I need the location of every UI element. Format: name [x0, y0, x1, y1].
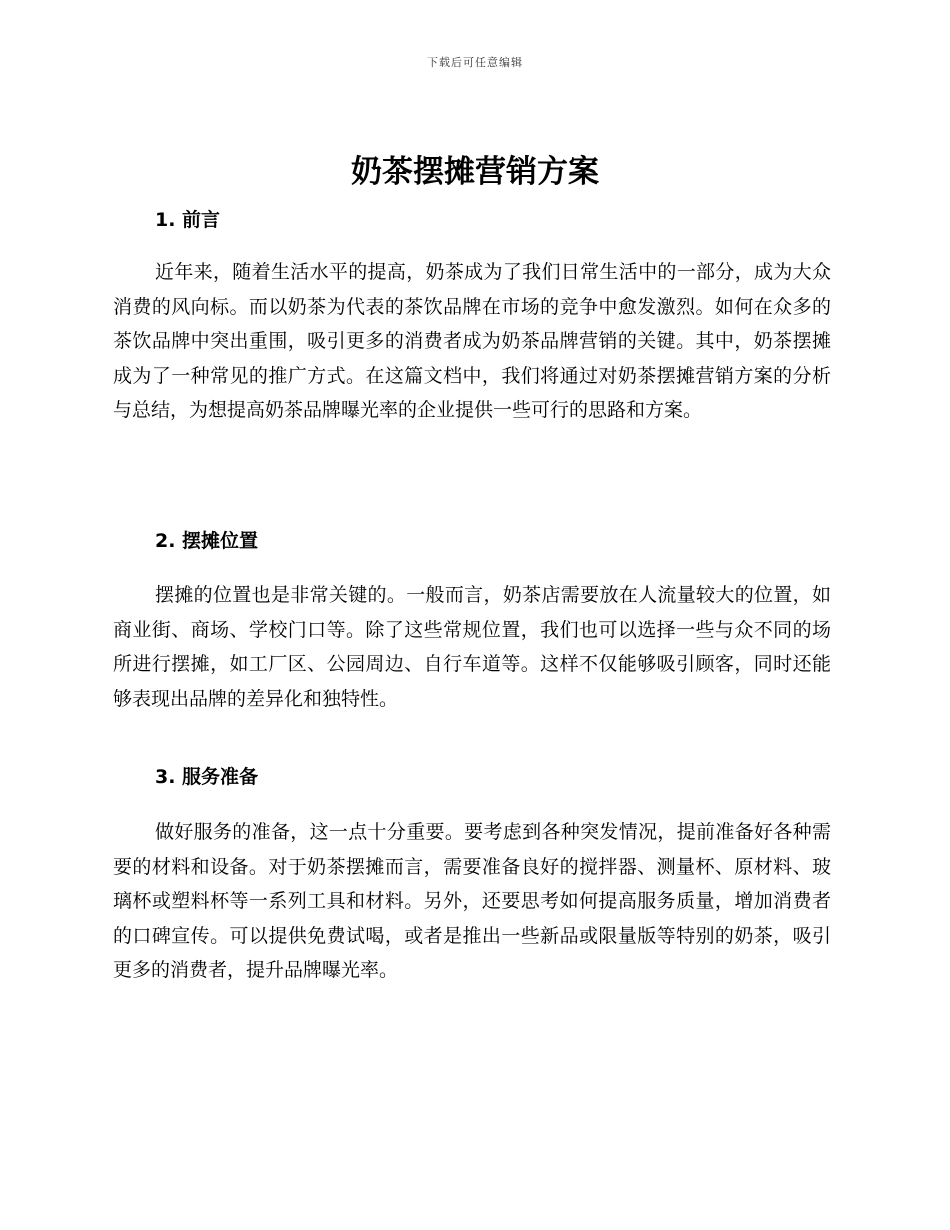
- section-heading-preface: 1. 前言: [155, 209, 221, 231]
- section-body-preface: 近年来，随着生活水平的提高，奶茶成为了我们日常生活中的一部分，成为大众消费的风向标。而以奶茶为代表的茶饮品牌在市场的竞争中愈发激烈。如何在众多的茶饮品牌中突出重围，吸引更多的消费者成为奶茶品牌营销的关键。其中，奶茶摆摊成为了一种常见的推广方式。在这篇文档中，我们将通过对奶茶摆摊营销方案的分析与总结，为想提高奶茶品牌曝光率的企业提供一些可行的思路和方案。: [113, 261, 831, 421]
- section-heading-stall-location: 2. 摆摊位置: [155, 530, 259, 552]
- section-body-service-preparation: 做好服务的准备，这一点十分重要。要考虑到各种突发情况，提前准备好各种需要的材料和设备。对于奶茶摆摊而言，需要准备良好的搅拌器、测量杯、原材料、玻璃杯或塑料杯等一系列工具和材料。另外，还要思考如何提高服务质量，增加消费者的口碑宣传。可以提供免费试喝，或者是推出一些新品或限量版等特别的奶茶，吸引更多的消费者，提升品牌曝光率。: [113, 821, 831, 981]
- document-title: 奶茶摆摊营销方案: [351, 154, 599, 190]
- section-body-stall-location: 摆摊的位置也是非常关键的。一般而言，奶茶店需要放在人流量较大的位置，如商业街、商场、学校门口等。除了这些常规位置，我们也可以选择一些与众不同的场所进行摆摊，如工厂区、公园周边、自行车道等。这样不仅能够吸引顾客，同时还能够表现出品牌的差异化和独特性。: [113, 584, 831, 710]
- section-heading-service-preparation: 3. 服务准备: [155, 766, 259, 788]
- header-note: 下载后可任意编辑: [427, 56, 523, 69]
